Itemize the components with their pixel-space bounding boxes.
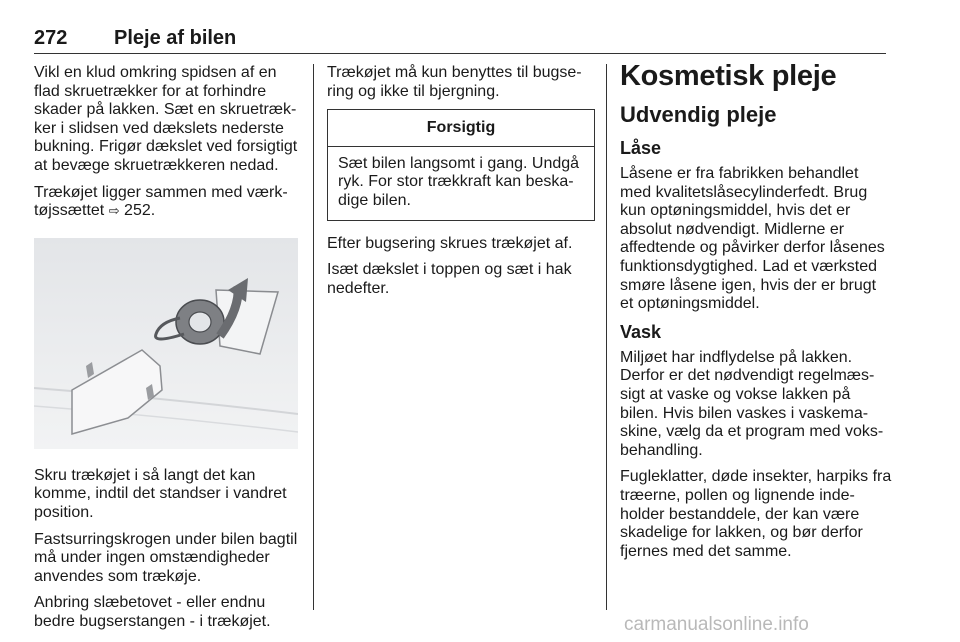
page-header (34, 27, 886, 54)
column-divider (313, 64, 314, 610)
paragraph: Vikl en klud omkring spidsen af en flad skruetrækker for at forhindre skader på lakken. Sæt en skruetrækker i slidsen ved dækslets nederste bukning. Frigør dækslet ved forsigtigt at bevæge skruetrækkeren nedad. (34, 64, 298, 174)
section-heading: Kosmetisk pleje (620, 60, 837, 92)
paragraph: Fugleklatter, døde insekter, harpiks fra træerne, pollen og lignende indeholder bestanddele, der kan være skadelige for lakken, og bør derfor fjernes med det samme. (620, 468, 892, 560)
page-title: Pleje af bilen (114, 27, 237, 49)
paragraph: Fastsurringskrogen under bilen bagtil må under ingen omstændigheder anvendes som trækøje. (34, 530, 298, 585)
paragraph-reference: Trækøjet ligger sammen med værktøjssættet ⇨ 252. (34, 183, 288, 220)
page-number: 272 (34, 27, 68, 49)
paragraph: Låsene er fra fabrikken behandlet med kvalitetslåsecylinderfedt. Brug kun optøningsmiddel, hvis det er absolut nødvendigt. Midlerne er affedtende og påvirker derfor låsenes funktionsdygtighed. Lad et værksted smøre låsene igen, hvis der er brugt et optøningsmiddel. (620, 165, 885, 313)
topic-heading-locks: Låse (620, 138, 662, 158)
watermark: carmanualsonline.info (624, 614, 809, 635)
topic-heading-washing: Vask (620, 321, 662, 342)
page-reference-arrow-icon: ⇨ (108, 204, 120, 220)
caution-box (327, 109, 595, 220)
subsection-heading: Udvendig pleje (620, 102, 777, 127)
column-right (620, 60, 892, 569)
caution-text: Sæt bilen langsomt i gang. Undgå ryk. For stor trækkraft kan beskadige bilen. (338, 154, 580, 209)
column-middle (327, 64, 595, 306)
paragraph: Trækøjet må kun benyttes til bugsering og ikke til bjergning. (327, 64, 582, 100)
paragraph: Efter bugsering skrues trækøjet af. (327, 234, 573, 252)
paragraph: Skru trækøjet i så langt det kan komme, indtil det standser i vandret position. (34, 466, 287, 521)
paragraph: Anbring slæbetovet - eller endnu bedre bugserstangen - i trækøjet. (34, 594, 271, 630)
column-left (34, 64, 304, 640)
column-divider (606, 64, 607, 610)
page-reference-number: 252. (119, 202, 156, 220)
paragraph: Isæt dækslet i toppen og sæt i hak nedefter. (327, 261, 572, 297)
caution-title: Forsigtig (328, 110, 594, 147)
paragraph: Miljøet har indflydelse på lakken. Derfor er det nødvendigt regelmæssigt at vaske og vokse lakken på bilen. Hvis bilen vaskes i vaskemaskine, vælg da et program med voksbehandling. (620, 348, 884, 459)
towing-eye-illustration (34, 238, 298, 449)
